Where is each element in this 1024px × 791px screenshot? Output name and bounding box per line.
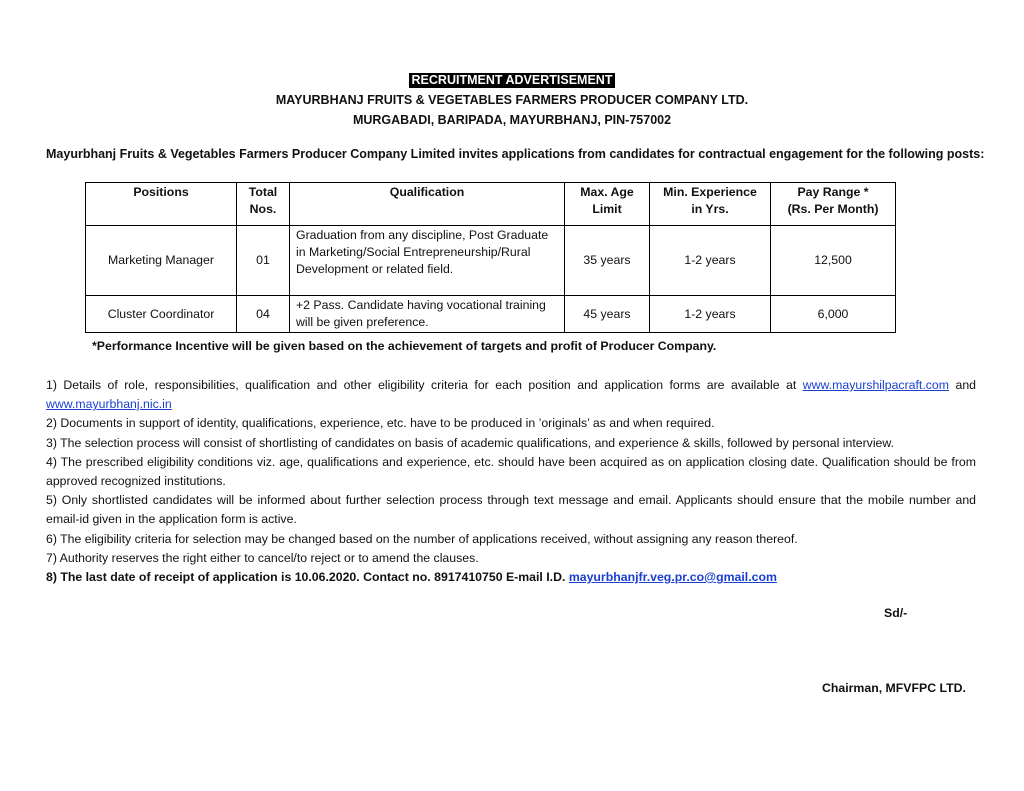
header-total: Total Nos. [237, 183, 290, 226]
cell-total: 04 [237, 296, 290, 333]
cell-position: Cluster Coordinator [86, 296, 237, 333]
table-row [86, 296, 896, 333]
cell-total: 01 [237, 226, 290, 296]
company-address: MURGABADI, BARIPADA, MAYURBHANJ, PIN-757002 [352, 113, 672, 127]
signature-sd: Sd/- [884, 606, 908, 620]
link-mayurshilpacraft[interactable]: www.mayurshilpacraft.com [802, 378, 949, 392]
header-max-age: Max. Age Limit [565, 183, 650, 226]
list-item: 6) The eligibility criteria for selection may be changed based on the number of applications received, without assigning any reason thereof. [46, 531, 798, 546]
cell-min-experience: 1-2 years [650, 296, 771, 333]
header [0, 70, 1024, 130]
instructions-list [46, 376, 976, 587]
link-mayurbhanj-nic[interactable]: www.mayurbhanj.nic.in [46, 397, 172, 412]
list-item: 1) Details of role, responsibilities, qualification and other eligibility criteria for each position and application forms are available at www.mayurshilpacraft.com and www.mayurbhanj.nic.in [46, 378, 976, 412]
cell-max-age: 45 years [565, 296, 650, 333]
cell-pay-range: 6,000 [771, 296, 896, 333]
page-title: RECRUITMENT ADVERTISEMENT [409, 73, 616, 88]
header-min-experience: Min. Experience in Yrs. [650, 183, 771, 226]
list-item: 3) The selection process will consist of shortlisting of candidates on basis of academic qualifications, and experience & skills, followed by personal interview. [46, 435, 895, 450]
header-pay-range: Pay Range * (Rs. Per Month) [771, 183, 896, 226]
signatory-chairman: Chairman, MFVFPC LTD. [822, 681, 966, 695]
cell-qualification: Graduation from any discipline, Post Graduate in Marketing/Social Entrepreneurship/Rural Development or related field. [290, 226, 565, 296]
table-row [86, 226, 896, 296]
list-item: 5) Only shortlisted candidates will be informed about further selection process through text message and email. Applicants should ensure that the mobile number and email-id given in the application form is active. [46, 493, 976, 527]
list-item: 8) The last date of receipt of application is 10.06.2020. Contact no. 8917410750 E-mail I.D. mayurbhanjfr.veg.pr.co@gmail.com [46, 570, 777, 585]
posts-table [85, 182, 896, 333]
email-link[interactable]: mayurbhanjfr.veg.pr.co@gmail.com [568, 570, 777, 585]
company-name: MAYURBHANJ FRUITS & VEGETABLES FARMERS PRODUCER COMPANY LTD. [275, 93, 749, 107]
cell-position: Marketing Manager [86, 226, 237, 296]
header-positions: Positions [86, 183, 237, 226]
cell-max-age: 35 years [565, 226, 650, 296]
table-header-row [86, 183, 896, 226]
list-item: 4) The prescribed eligibility conditions viz. age, qualifications and experience, etc. should have been acquired as on application closing date. Qualification should be from approved recognized institutions. [46, 454, 976, 489]
performance-footnote: *Performance Incentive will be given based on the achievement of targets and profit of Producer Company. [92, 339, 717, 353]
cell-qualification: +2 Pass. Candidate having vocational training will be given preference. [290, 296, 565, 333]
cell-pay-range: 12,500 [771, 226, 896, 296]
header-qualification: Qualification [290, 183, 565, 226]
list-item: 2) Documents in support of identity, qualifications, experience, etc. have to be produced in ’originals’ as and when required. [46, 416, 715, 431]
intro-text: Mayurbhanj Fruits & Vegetables Farmers Producer Company Limited invites applications from candidates for contractual engagement for the following posts: [46, 147, 985, 161]
list-item: 7) Authority reserves the right either to cancel/to reject or to amend the clauses. [46, 550, 479, 565]
cell-min-experience: 1-2 years [650, 226, 771, 296]
